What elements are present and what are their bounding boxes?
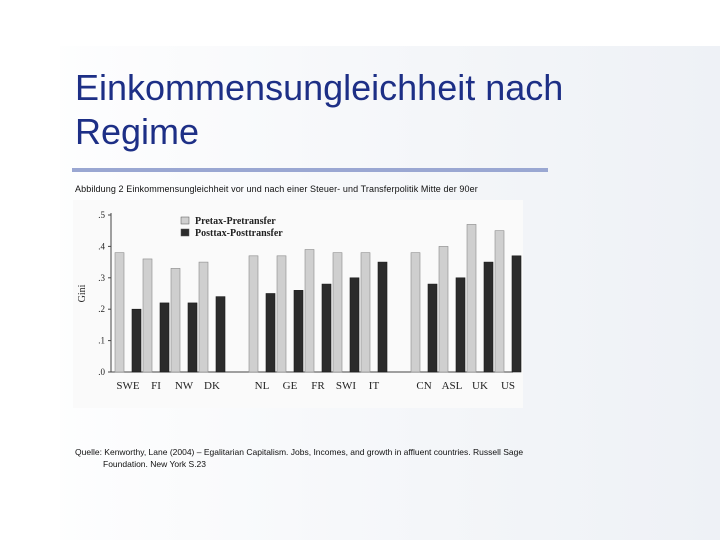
bar-posttax-uk xyxy=(484,262,493,372)
y-tick-label: .4 xyxy=(98,241,105,252)
bar-posttax-fr xyxy=(322,284,331,372)
top-band xyxy=(0,0,720,46)
bar-pretax-ge xyxy=(277,256,286,372)
bar-pretax-cn xyxy=(411,253,420,372)
source-line-2: Foundation. New York S.23 xyxy=(103,459,207,469)
bar-posttax-dk xyxy=(216,297,225,372)
bar-pretax-asl xyxy=(439,246,448,372)
bar-posttax-it xyxy=(378,262,387,372)
left-band xyxy=(0,46,60,540)
bar-pretax-swi xyxy=(333,253,342,372)
legend-swatch-posttax xyxy=(181,229,189,236)
source-citation xyxy=(75,446,635,470)
figure-caption: Abbildung 2 Einkommensungleichheit vor und nach einer Steuer- und Transferpolitik Mitte der 90er xyxy=(75,184,478,194)
bar-pretax-nl xyxy=(249,256,258,372)
gini-chart xyxy=(73,200,523,408)
bar-pretax-swe xyxy=(115,253,124,372)
title-underline xyxy=(72,168,548,172)
legend-label-pretax: Pretax-Pretransfer xyxy=(195,216,276,227)
x-tick-label-dk: DK xyxy=(204,380,220,392)
x-tick-label-cn: CN xyxy=(416,380,432,392)
slide-title xyxy=(75,66,695,154)
bar-pretax-dk xyxy=(199,262,208,372)
bar-pretax-us xyxy=(495,231,504,372)
x-tick-label-swi: SWI xyxy=(335,380,357,392)
legend-label-posttax: Posttax-Posttransfer xyxy=(195,228,283,239)
source-line-1: Quelle: Kenworthy, Lane (2004) – Egalitarian Capitalism. Jobs, Incomes, and growth in affluent countries. Russell Sage xyxy=(75,447,524,457)
x-tick-label-ge: GE xyxy=(282,380,298,392)
y-tick-label: .5 xyxy=(98,210,105,220)
bar-posttax-swi xyxy=(350,278,359,372)
bar-posttax-nw xyxy=(188,303,197,372)
bar-pretax-fi xyxy=(143,259,152,372)
bar-posttax-swe xyxy=(132,309,141,372)
x-tick-label-fr: FR xyxy=(311,380,325,392)
x-tick-label-uk: UK xyxy=(472,380,488,392)
x-tick-label-swe: SWE xyxy=(116,380,140,392)
bar-posttax-us xyxy=(512,256,521,372)
x-tick-label-asl: ASL xyxy=(441,380,463,392)
bar-posttax-asl xyxy=(456,278,465,372)
bar-pretax-it xyxy=(361,253,370,372)
bar-pretax-nw xyxy=(171,268,180,372)
y-tick-label: .3 xyxy=(98,272,105,283)
x-tick-label-nl: NL xyxy=(254,380,270,392)
y-tick-label: .2 xyxy=(98,304,105,315)
bar-posttax-fi xyxy=(160,303,169,372)
legend-swatch-pretax xyxy=(181,217,189,224)
bar-posttax-nl xyxy=(266,294,275,373)
y-tick-label: .0 xyxy=(98,367,105,377)
x-tick-label-it: IT xyxy=(368,380,380,392)
x-tick-label-fi: FI xyxy=(151,380,161,392)
chart-image xyxy=(73,200,523,408)
title-line-2: Regime xyxy=(75,111,200,152)
x-tick-label-nw: NW xyxy=(174,380,194,392)
bar-posttax-ge xyxy=(294,290,303,372)
bar-pretax-fr xyxy=(305,250,314,372)
bar-posttax-cn xyxy=(428,284,437,372)
title-line-1: Einkommensungleichheit nach xyxy=(75,67,564,108)
y-tick-label: .1 xyxy=(98,335,105,346)
y-axis-label: Gini xyxy=(77,284,88,303)
x-tick-label-us: US xyxy=(500,380,516,392)
bar-pretax-uk xyxy=(467,224,476,372)
